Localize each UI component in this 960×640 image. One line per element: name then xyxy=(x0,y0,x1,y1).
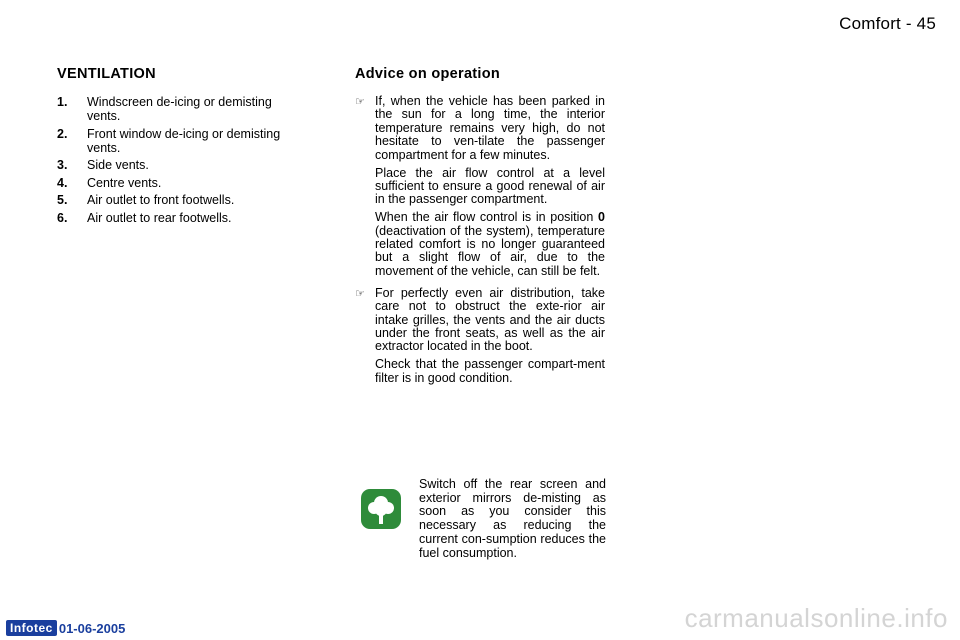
vent-list xyxy=(57,95,287,225)
paragraph-text: (deactivation of the system), temperature related comfort is no longer guaranteed but a slight flow of air, due to the movement of the vehicle, can still be felt. xyxy=(375,223,605,278)
item-number: 3. xyxy=(57,158,68,173)
advice-section xyxy=(355,66,605,394)
advice-heading: Advice on operation xyxy=(355,66,501,82)
item-text: Air outlet to rear footwells. xyxy=(87,210,232,225)
list-item xyxy=(57,158,287,172)
eco-tip-text: Switch off the rear screen and exterior mirrors de-misting as soon as you consider this necessary as reducing the current con-sumption reduces the fuel consumption. xyxy=(419,477,606,560)
list-item xyxy=(355,95,605,283)
advice-paragraph xyxy=(375,211,605,278)
item-number: 2. xyxy=(57,126,68,141)
ventilation-section xyxy=(57,66,287,229)
item-text: Air outlet to front footwells. xyxy=(87,193,235,208)
list-item xyxy=(57,127,287,155)
paragraph-text: When the air flow control is in position xyxy=(375,210,594,225)
advice-paragraph: Place the air flow control at a level sufficient to ensure a good renewal of air in the passenger compartment. xyxy=(375,165,605,207)
list-item xyxy=(355,287,605,390)
list-item xyxy=(57,95,287,123)
infotec-logo: Infotec xyxy=(6,620,57,636)
pointing-hand-icon: ☞ xyxy=(355,96,365,108)
advice-list xyxy=(355,95,605,390)
footer-badge xyxy=(6,620,125,636)
item-text: Windscreen de-icing or demisting vents. xyxy=(87,95,272,123)
page-title: Comfort - 45 xyxy=(839,14,936,33)
footer-date: 01-06-2005 xyxy=(58,620,126,636)
list-item xyxy=(57,193,287,207)
tree-icon xyxy=(360,488,402,530)
item-number: 1. xyxy=(57,95,68,109)
list-item xyxy=(57,176,287,190)
item-text: Front window de-icing or demisting vents. xyxy=(87,126,281,155)
item-number: 4. xyxy=(57,175,68,190)
item-number: 6. xyxy=(57,210,68,225)
watermark: carmanualsonline.info xyxy=(684,603,948,633)
advice-body xyxy=(375,95,605,283)
pointing-hand-icon: ☞ xyxy=(355,287,365,300)
item-number: 5. xyxy=(57,193,68,208)
position-value: 0 xyxy=(598,210,605,225)
advice-body xyxy=(375,287,605,390)
item-text: Side vents. xyxy=(87,158,149,173)
advice-paragraph: Check that the passenger compart-ment filter is in good condition. xyxy=(375,357,605,385)
item-text: Centre vents. xyxy=(87,175,162,190)
list-item xyxy=(57,211,287,225)
advice-paragraph: For perfectly even air distribution, take care not to obstruct the exte-rior air intake grilles, the vents and the air ducts under the front seats, as well as the air extractor located in the boot. xyxy=(375,285,605,354)
advice-paragraph: If, when the vehicle has been parked in the sun for a long time, the interior temperature remains very high, do not hesitate to ven-tilate the passenger compartment for a few minutes. xyxy=(375,94,605,162)
ventilation-heading: VENTILATION xyxy=(57,66,156,82)
